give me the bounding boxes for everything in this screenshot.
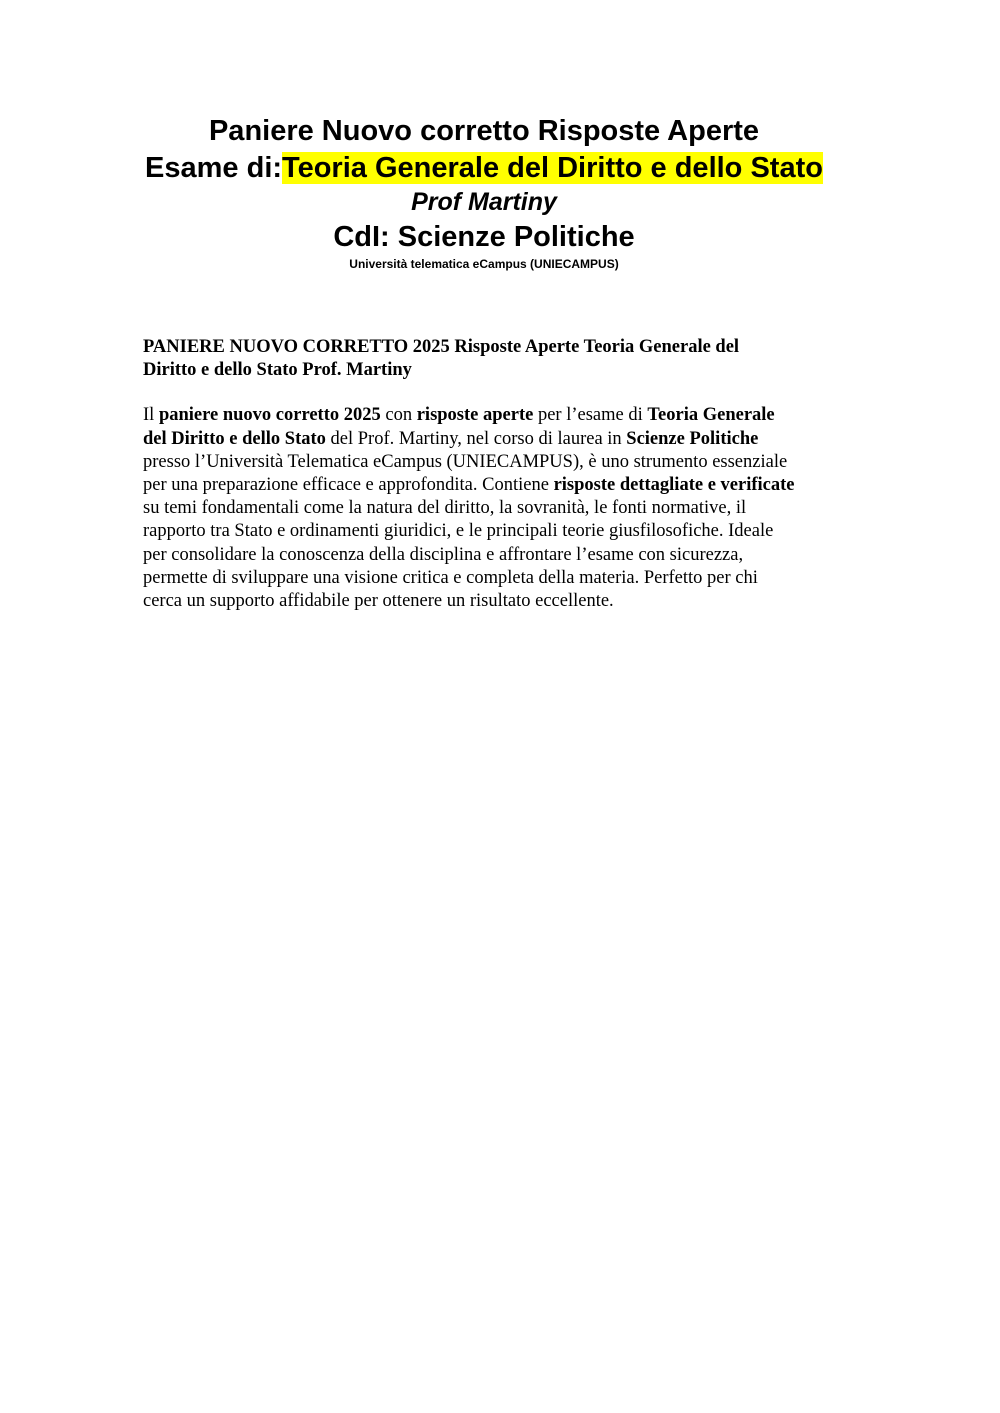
text-run: Il bbox=[143, 405, 159, 426]
text-run: per una preparazione efficace e approfondita. Contiene bbox=[143, 475, 554, 496]
bold-run: paniere nuovo corretto 2025 bbox=[158, 405, 381, 426]
bold-run: risposte aperte bbox=[416, 405, 534, 426]
university-name: Università telematica eCampus (UNIECAMPUS) bbox=[349, 257, 619, 271]
exam-subject-highlighted: Teoria Generale del Diritto e dello Stato bbox=[282, 152, 823, 184]
professor-name: Prof Martiny bbox=[411, 188, 557, 216]
exam-prefix: Esame di: bbox=[145, 152, 283, 184]
paragraph-line: per consolidare la conoscenza della disciplina e affrontare l’esame con sicurezza, bbox=[143, 544, 744, 565]
paragraph-line: cerca un supporto affidabile per ottenere un risultato eccellente. bbox=[143, 591, 614, 612]
document-header bbox=[0, 112, 968, 273]
bold-run: Teoria Generale bbox=[647, 405, 775, 426]
content-title bbox=[143, 336, 863, 382]
text-run: del Prof. Martiny, nel corso di laurea in bbox=[325, 428, 627, 449]
text-run: con bbox=[380, 405, 417, 426]
paragraph-line bbox=[143, 428, 863, 451]
paragraph-line: rapporto tra Stato e ordinamenti giuridici, e le principali teorie giusfilosofiche. Ideale bbox=[143, 521, 774, 542]
content-paragraph bbox=[143, 404, 863, 613]
paragraph-line bbox=[143, 474, 863, 497]
document-title: Paniere Nuovo corretto Risposte Aperte bbox=[208, 115, 760, 147]
document-content bbox=[143, 336, 863, 613]
text-run: per l’esame di bbox=[533, 405, 648, 426]
bold-run: Scienze Politiche bbox=[626, 428, 759, 449]
paragraph-line: su temi fondamentali come la natura del diritto, la sovranità, le fonti normative, il bbox=[143, 498, 747, 519]
bold-run: risposte dettagliate e verificate bbox=[553, 475, 795, 496]
paragraph-line: presso l’Università Telematica eCampus (UNIECAMPUS), è uno strumento essenziale bbox=[143, 451, 788, 472]
content-title-line: PANIERE NUOVO CORRETTO 2025 Risposte Aperte Teoria Generale del bbox=[143, 337, 740, 357]
bold-run: del Diritto e dello Stato bbox=[143, 428, 326, 449]
content-title-line: Diritto e dello Stato Prof. Martiny bbox=[143, 360, 412, 381]
paragraph-line bbox=[143, 404, 863, 427]
paragraph-line: permette di sviluppare una visione critica e completa della materia. Perfetto per chi bbox=[143, 567, 758, 588]
degree-course: CdI: Scienze Politiche bbox=[333, 221, 635, 253]
exam-line bbox=[0, 150, 968, 186]
